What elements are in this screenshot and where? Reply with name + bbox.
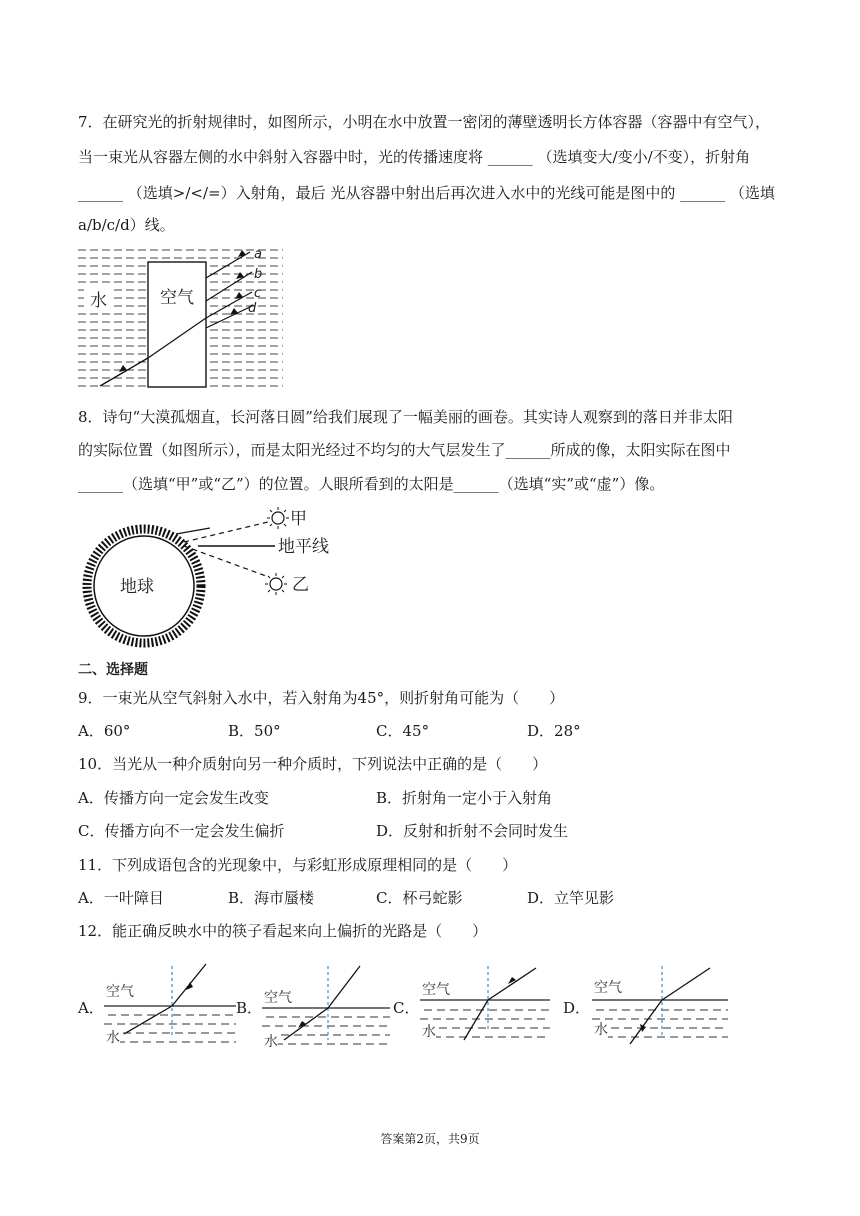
q8-line-1: 8．诗句“大漠孤烟直，长河落日圆”给我们展现了一幅美丽的画卷。其实诗人观察到的落日并非太阳 (78, 408, 733, 426)
q8-line-2: 的实际位置（如图所示），而是太阳光经过不均匀的大气层发生了______所成的像，太阳实际在图中 (78, 441, 731, 459)
page-footer: 答案第2页，共9页 (380, 1132, 480, 1146)
q9-stem: 9．一束光从空气斜射入水中，若入射角为45°，则折射角可能为（ ） (78, 689, 565, 707)
water-label: 水 (594, 1022, 608, 1038)
q12-option-c-letter: C． (393, 999, 420, 1017)
sightline-upper (184, 522, 268, 542)
sun-upper-label: 甲 (290, 509, 307, 529)
q10-option-b: B．折射角一定小于入射角 (376, 789, 553, 807)
water-label: 水 (422, 1024, 436, 1040)
q11-option-d: D．立竿见影 (527, 889, 615, 907)
sun-upper-icon (267, 507, 289, 529)
q12-option-b-letter: B． (236, 999, 263, 1017)
q7-line-2: 当一束光从容器左侧的水中斜射入容器中时，光的传播速度将 ______ （选填变大/变小/不变），折射角 (78, 148, 751, 166)
q7-figure (78, 246, 283, 391)
q9-option-b: B．50° (228, 722, 281, 740)
water-label: 水 (106, 1030, 120, 1046)
section-title: 二、选择题 (78, 662, 148, 678)
q11-stem: 11．下列成语包含的光现象中，与彩虹形成原理相同的是（ ） (78, 856, 518, 874)
ray-a-label: a (254, 247, 262, 262)
q9-option-a: A．60° (78, 722, 131, 740)
q12-diagram-d (592, 962, 728, 1054)
q12-diagram-b (262, 962, 390, 1054)
q9-option-c: C．45° (376, 722, 430, 740)
q7-line-4: a/b/c/d）线。 (78, 216, 175, 234)
q12-stem: 12．能正确反映水中的筷子看起来向上偏折的光路是（ ） (78, 922, 488, 940)
q10-option-d: D．反射和折射不会同时发生 (376, 822, 569, 840)
q7-line-1: 7．在研究光的折射规律时，如图所示，小明在水中放置一密闭的薄壁透明长方体容器（容器中有空气）， (78, 113, 771, 131)
q11-option-c: C．杯弓蛇影 (376, 889, 463, 907)
q11-option-a: A．一叶障目 (78, 889, 164, 907)
q12-diagram-a (104, 960, 236, 1050)
q8-figure (80, 500, 350, 650)
air-label: 空气 (422, 982, 450, 998)
air-label: 空气 (160, 288, 194, 308)
air-label: 空气 (264, 990, 292, 1006)
ray-c-label: c (254, 286, 262, 301)
q8-line-3: ______（选填“甲”或“乙”）的位置。人眼所看到的太阳是______（选填“实”或“虚”）像。 (78, 475, 665, 493)
water-label: 水 (264, 1034, 278, 1050)
ray-d-label: d (248, 301, 257, 316)
q10-stem: 10．当光从一种介质射向另一种介质时，下列说法中正确的是（ ） (78, 755, 548, 773)
sun-lower-label: 乙 (292, 575, 309, 595)
q12-option-d-letter: D． (563, 999, 591, 1017)
q7-line-3: ______ （选填>/</=）入射角，最后 光从容器中射出后再次进入水中的光线可能是图中的 ______ （选填 (78, 184, 775, 202)
q10-option-c: C．传播方向不一定会发生偏折 (78, 822, 285, 840)
q9-option-d: D．28° (527, 722, 581, 740)
q12-option-a-letter: A． (78, 999, 104, 1017)
air-label: 空气 (594, 980, 622, 996)
q11-option-b: B．海市蜃楼 (228, 889, 315, 907)
air-label: 空气 (106, 984, 134, 1000)
water-label: 水 (90, 291, 107, 311)
horizon-label: 地平线 (278, 537, 329, 557)
sun-lower-icon (265, 573, 287, 595)
q12-diagram-c (420, 962, 550, 1054)
ray-b-label: b (254, 267, 263, 282)
earth-label: 地球 (120, 577, 154, 597)
q10-option-a: A．传播方向一定会发生改变 (78, 789, 269, 807)
